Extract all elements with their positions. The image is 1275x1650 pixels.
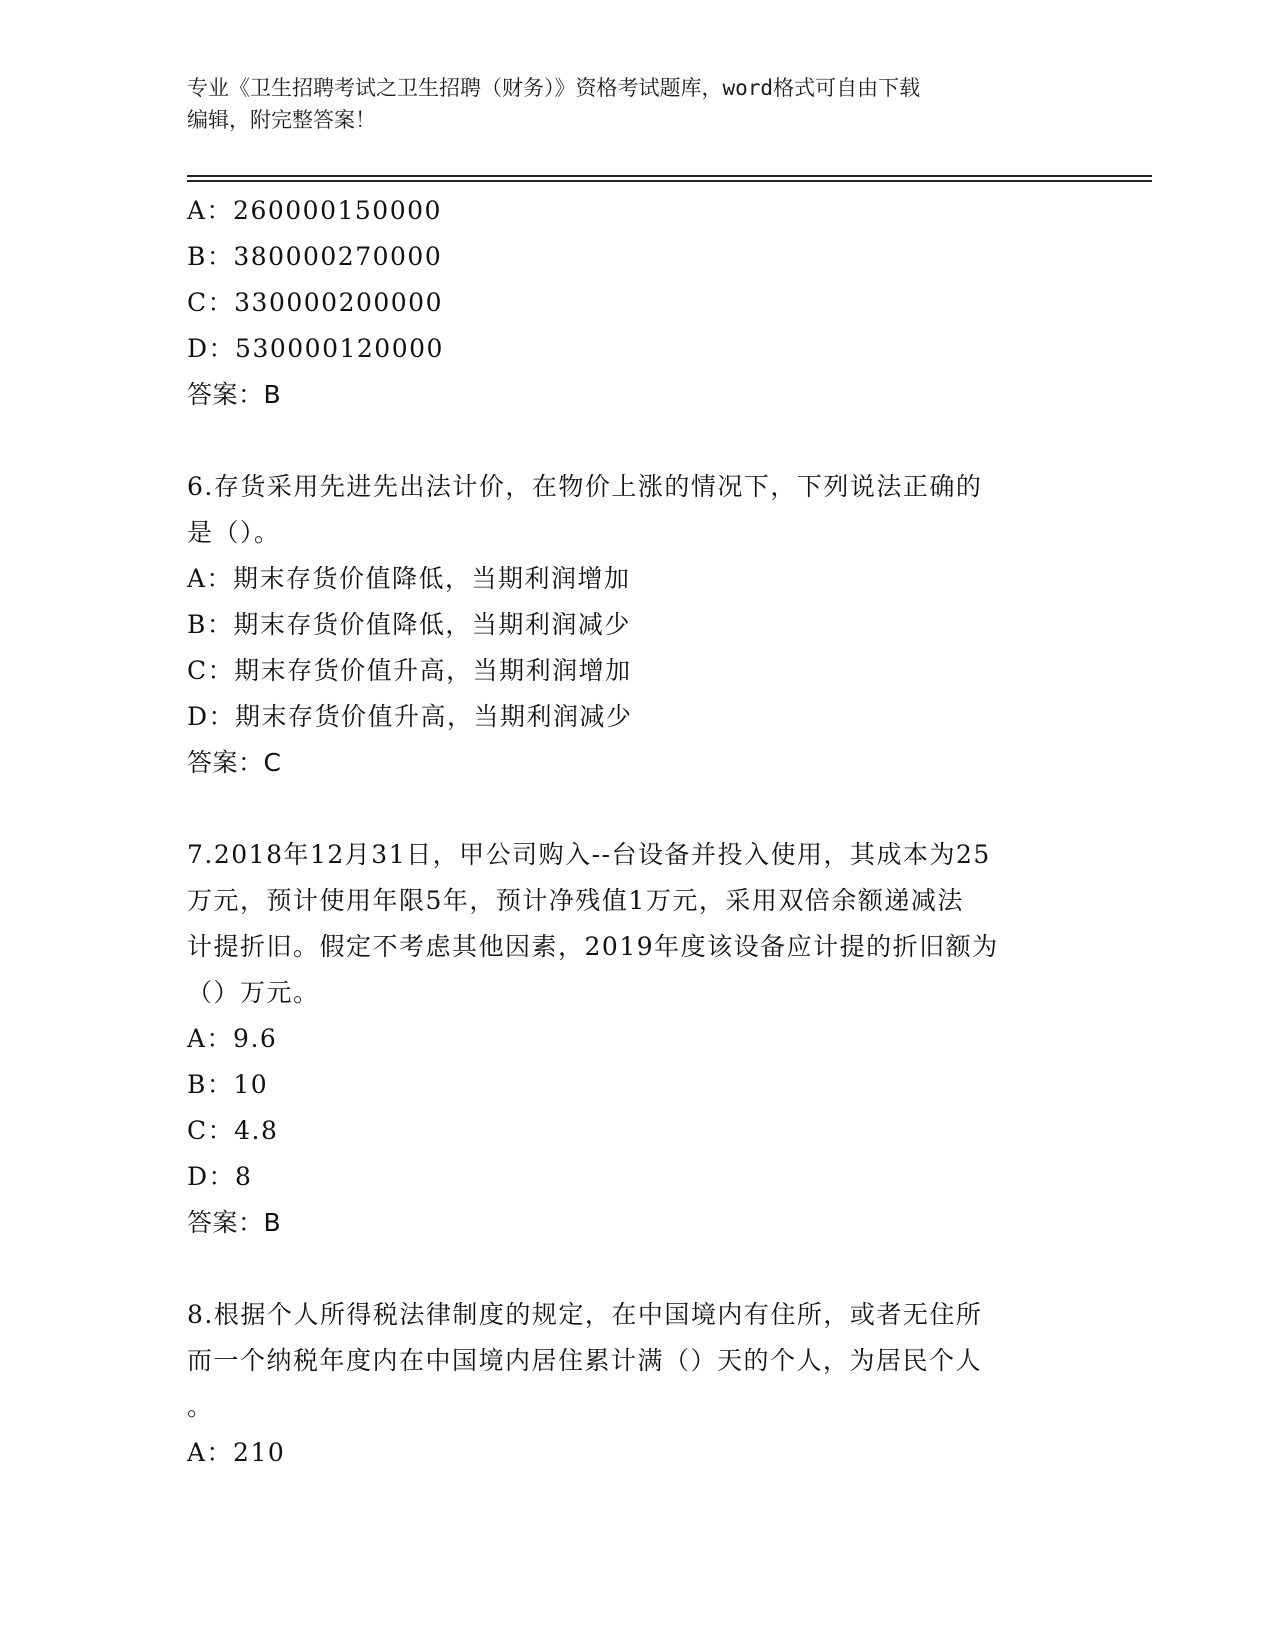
option-c: C：330000200000: [187, 288, 443, 317]
option-a: A：210: [187, 1438, 286, 1467]
option-b: B：10: [187, 1070, 269, 1099]
option-a: A：9.6: [187, 1024, 278, 1053]
question-stem-line: 8.根据个人所得税法律制度的规定，在中国境内有住所，或者无住所: [187, 1300, 983, 1329]
question-7: [187, 832, 1087, 1246]
question-stem-line: 。: [187, 1392, 214, 1421]
question-stem-line: 万元，预计使用年限5年，预计净残值1万元，采用双倍余额递减法: [187, 886, 964, 915]
option-a: A：260000150000: [187, 196, 442, 225]
question-stem-line: 而一个纳税年度内在中国境内居住累计满（）天的个人，为居民个人: [187, 1346, 983, 1375]
spacer: [187, 418, 1087, 464]
header-rule-bottom: [187, 180, 1152, 182]
question-8: [187, 1292, 1087, 1476]
spacer: [187, 1246, 1087, 1292]
answer-line: 答案：B: [187, 380, 282, 409]
option-d: D：530000120000: [187, 334, 444, 363]
option-b: B：期末存货价值降低，当期利润减少: [187, 610, 631, 639]
option-d: D：8: [187, 1162, 253, 1191]
option-a: A：期末存货价值降低，当期利润增加: [187, 564, 631, 593]
option-b: B：380000270000: [187, 242, 443, 271]
option-d: D：期末存货价值升高，当期利润减少: [187, 702, 633, 731]
option-c: C：期末存货价值升高，当期利润增加: [187, 656, 632, 685]
question-stem-line: 7.2018年12月31日，甲公司购入--台设备并投入使用，其成本为25: [187, 840, 991, 869]
header-line-2: 编辑，附完整答案！: [187, 108, 376, 132]
question-content: [187, 188, 1087, 1476]
header-line-1: 专业《卫生招聘考试之卫生招聘（财务）》资格考试题库，word格式可自由下载: [187, 76, 921, 100]
question-stem-line: 6.存货采用先进先出法计价，在物价上涨的情况下，下列说法正确的: [187, 472, 983, 501]
question-stem-line: 计提折旧。假定不考虑其他因素，2019年度该设备应计提的折旧额为: [187, 932, 999, 961]
header-rule-top: [187, 175, 1152, 177]
answer-line: 答案：B: [187, 1208, 282, 1237]
question-stem-line: 是（）。: [187, 518, 281, 547]
option-c: C：4.8: [187, 1116, 279, 1145]
page-header: [187, 72, 1067, 136]
question-6: [187, 464, 1087, 786]
answer-line: 答案：C: [187, 748, 282, 777]
question-stem-line: （）万元。: [187, 978, 320, 1007]
spacer: [187, 786, 1087, 832]
question-5: [187, 188, 1087, 418]
